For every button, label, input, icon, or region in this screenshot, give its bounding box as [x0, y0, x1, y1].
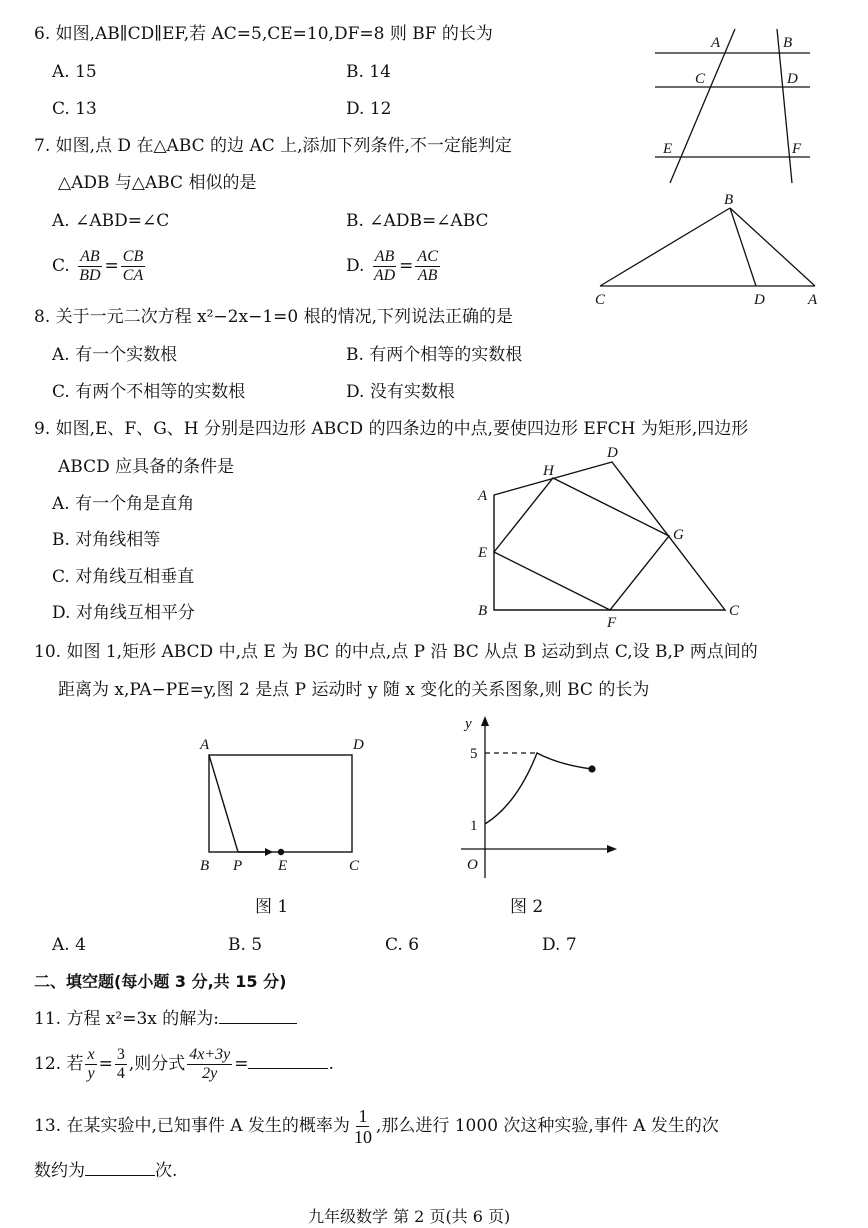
q12-stem: 12. 若 $\frac{x}{y}$ = $\frac{3}{4}$ ,则分式 $\frac{4x+3y}{2y}$ = .: [34, 1046, 334, 1082]
section-2-title: 二、填空题(每小题 3 分,共 15 分): [34, 972, 287, 991]
fig10-2-label-y: y: [465, 716, 472, 732]
q9-option-b: B. 对角线相等: [52, 530, 161, 550]
fig6-label-b: B: [783, 35, 793, 51]
q9-option-c: C. 对角线互相垂直: [52, 567, 195, 587]
fig10-1-label-c: C: [349, 858, 360, 874]
q9-option-a: A. 有一个角是直角: [52, 494, 195, 514]
fig10-1-label-e: E: [278, 858, 288, 874]
fig6-label-a: A: [711, 35, 721, 51]
fig7-label-c: C: [595, 292, 606, 308]
q10-caption-2: 图 2: [510, 897, 544, 917]
fig9-label-h: H: [543, 463, 554, 479]
fig9-label-e: E: [478, 545, 488, 561]
q7-option-a: A. ∠ABD=∠C: [52, 211, 170, 231]
fig10-1-label-p: P: [233, 858, 243, 874]
fig6-label-c: C: [695, 71, 706, 87]
fig9-label-b: B: [478, 603, 488, 619]
q13-answer-blank[interactable]: [85, 1175, 155, 1176]
fig10-2-label-5: 5: [470, 746, 478, 762]
q12-answer-blank[interactable]: [248, 1068, 328, 1069]
q8-option-c: C. 有两个不相等的实数根: [52, 382, 246, 402]
q7-stem-line2: △ADB 与△ABC 相似的是: [58, 173, 257, 193]
q10-figure-1: [195, 730, 375, 880]
q10-option-d: D. 7: [542, 935, 577, 955]
q8-option-b: B. 有两个相等的实数根: [346, 345, 523, 365]
q9-figure: [470, 445, 760, 630]
q10-stem-line2: 距离为 x,PA−PE=y,图 2 是点 P 运动时 y 随 x 变化的关系图象,则 BC 的长为: [58, 680, 650, 700]
fig10-2-label-1: 1: [470, 818, 478, 834]
fig6-label-d: D: [787, 71, 798, 87]
q10-stem-line1: 10. 如图 1,矩形 ABCD 中,点 E 为 BC 的中点,点 P 沿 BC 从点 B 运动到点 C,设 B,P 两点间的: [34, 642, 758, 662]
q8-option-a: A. 有一个实数根: [52, 345, 178, 365]
q6-option-c: C. 13: [52, 99, 97, 119]
q6-figure: [640, 25, 830, 190]
q8-option-d: D. 没有实数根: [346, 382, 455, 402]
fig6-label-e: E: [663, 141, 673, 157]
q9-option-d: D. 对角线互相平分: [52, 603, 195, 623]
fig10-1-label-a: A: [200, 737, 210, 753]
fig10-1-label-d: D: [353, 737, 364, 753]
q6-option-a: A. 15: [52, 62, 97, 82]
q7-option-b: B. ∠ADB=∠ABC: [346, 211, 489, 231]
q13-stem-line2: 数约为 次.: [34, 1161, 178, 1181]
q7-option-c: C. $\frac{AB}{BD}$ = $\frac{CB}{CA}$: [52, 248, 144, 284]
fig9-label-g: G: [673, 527, 684, 543]
q6-option-b: B. 14: [346, 62, 391, 82]
q6-stem: 6. 如图,AB∥CD∥EF,若 AC=5,CE=10,DF=8 则 BF 的长为: [34, 24, 493, 44]
q10-caption-1: 图 1: [255, 897, 289, 917]
q10-option-c: C. 6: [385, 935, 420, 955]
q8-stem: 8. 关于一元二次方程 x²−2x−1=0 根的情况,下列说法正确的是: [34, 307, 514, 327]
q11-stem: 11. 方程 x²=3x 的解为:: [34, 1008, 297, 1030]
q6-option-d: D. 12: [346, 99, 392, 119]
q9-stem-line2: ABCD 应具备的条件是: [58, 457, 235, 477]
fig9-label-f: F: [607, 615, 617, 631]
fig9-label-c: C: [729, 603, 740, 619]
fig7-label-d: D: [754, 292, 765, 308]
q10-option-a: A. 4: [52, 935, 86, 955]
fig9-label-a: A: [478, 488, 488, 504]
page-footer: 九年级数学 第 2 页(共 6 页): [308, 1207, 511, 1226]
q10-option-b: B. 5: [228, 935, 263, 955]
q11-answer-blank[interactable]: [219, 1023, 297, 1024]
q7-figure: [590, 190, 830, 310]
fig10-2-label-o: O: [467, 857, 478, 873]
fig9-label-d: D: [607, 445, 618, 461]
q10-figure-2: [455, 712, 625, 882]
fig6-label-f: F: [792, 141, 802, 157]
fig10-1-label-b: B: [200, 858, 210, 874]
q7-option-d: D. $\frac{AB}{AD}$ = $\frac{AC}{AB}$: [346, 248, 438, 284]
fig7-label-b: B: [724, 192, 734, 208]
fig7-label-a: A: [808, 292, 818, 308]
q9-stem-line1: 9. 如图,E、F、G、H 分别是四边形 ABCD 的四条边的中点,要使四边形 EFCH 为矩形,四边形: [34, 419, 749, 439]
q13-stem-line1: 13. 在某实验中,已知事件 A 发生的概率为 $\frac{1}{10}$ ,那么进行 1000 次这种实验,事件 A 发生的次: [34, 1106, 719, 1147]
q7-stem-line1: 7. 如图,点 D 在△ABC 的边 AC 上,添加下列条件,不一定能判定: [34, 136, 512, 156]
